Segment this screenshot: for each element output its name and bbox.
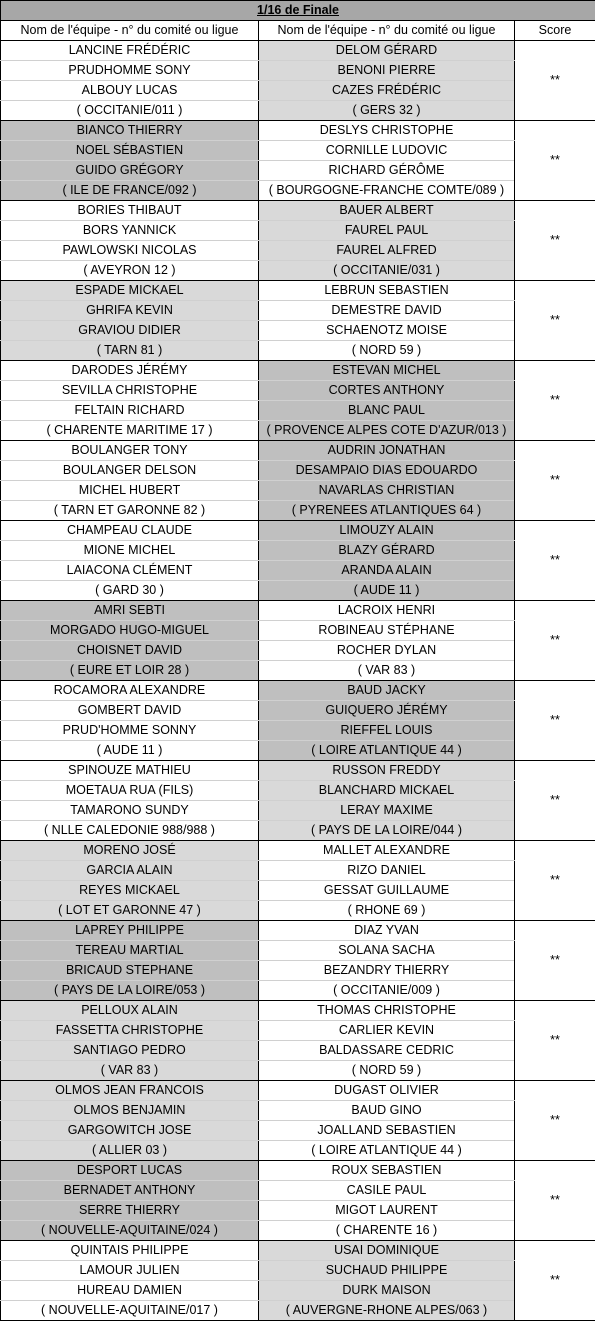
table-title: 1/16 de Finale bbox=[1, 1, 595, 21]
header-row bbox=[1, 21, 595, 41]
player-name: DUGAST OLIVIER bbox=[259, 1081, 515, 1101]
player-name: FAUREL PAUL bbox=[259, 221, 515, 241]
player-name: BOULANGER DELSON bbox=[1, 461, 259, 481]
player-name: ALBOUY LUCAS bbox=[1, 81, 259, 101]
committee-label: ( AUDE 11 ) bbox=[259, 581, 515, 601]
player-name: DELOM GÉRARD bbox=[259, 41, 515, 61]
table-row bbox=[1, 721, 595, 741]
player-name: GUIQUERO JÉRÉMY bbox=[259, 701, 515, 721]
player-name: DESPORT LUCAS bbox=[1, 1161, 259, 1181]
player-name: JOALLAND SEBASTIEN bbox=[259, 1121, 515, 1141]
player-name: DESAMPAIO DIAS EDOUARDO bbox=[259, 461, 515, 481]
table-row bbox=[1, 961, 595, 981]
table-row bbox=[1, 421, 595, 441]
table-row bbox=[1, 1141, 595, 1161]
player-name: MICHEL HUBERT bbox=[1, 481, 259, 501]
table-row bbox=[1, 321, 595, 341]
committee-label: ( LOIRE ATLANTIQUE 44 ) bbox=[259, 741, 515, 761]
table-row bbox=[1, 41, 595, 61]
table-row bbox=[1, 601, 595, 621]
player-name: NOEL SÉBASTIEN bbox=[1, 141, 259, 161]
player-name: BLAZY GÉRARD bbox=[259, 541, 515, 561]
match-score: ** bbox=[515, 1241, 595, 1321]
player-name: DURK MAISON bbox=[259, 1281, 515, 1301]
table-row bbox=[1, 821, 595, 841]
player-name: HUREAU DAMIEN bbox=[1, 1281, 259, 1301]
table-row bbox=[1, 581, 595, 601]
committee-label: ( NOUVELLE-AQUITAINE/024 ) bbox=[1, 1221, 259, 1241]
player-name: LAMOUR JULIEN bbox=[1, 1261, 259, 1281]
player-name: CORNILLE LUDOVIC bbox=[259, 141, 515, 161]
committee-label: ( CHARENTE MARITIME 17 ) bbox=[1, 421, 259, 441]
player-name: BORIES THIBAUT bbox=[1, 201, 259, 221]
committee-label: ( NOUVELLE-AQUITAINE/017 ) bbox=[1, 1301, 259, 1321]
player-name: CARLIER KEVIN bbox=[259, 1021, 515, 1041]
committee-label: ( AUVERGNE-RHONE ALPES/063 ) bbox=[259, 1301, 515, 1321]
committee-label: ( OCCITANIE/031 ) bbox=[259, 261, 515, 281]
table-row bbox=[1, 861, 595, 881]
match-score: ** bbox=[515, 121, 595, 201]
table-row bbox=[1, 681, 595, 701]
player-name: MOETAUA RUA (FILS) bbox=[1, 781, 259, 801]
player-name: MORGADO HUGO-MIGUEL bbox=[1, 621, 259, 641]
table-row bbox=[1, 1001, 595, 1021]
match-score: ** bbox=[515, 681, 595, 761]
table-row bbox=[1, 1261, 595, 1281]
match-score: ** bbox=[515, 1161, 595, 1241]
player-name: THOMAS CHRISTOPHE bbox=[259, 1001, 515, 1021]
committee-label: ( RHONE 69 ) bbox=[259, 901, 515, 921]
table-row bbox=[1, 441, 595, 461]
committee-label: ( PAYS DE LA LOIRE/053 ) bbox=[1, 981, 259, 1001]
player-name: MIGOT LAURENT bbox=[259, 1201, 515, 1221]
table-row bbox=[1, 801, 595, 821]
match-score: ** bbox=[515, 441, 595, 521]
table-row bbox=[1, 361, 595, 381]
player-name: SOLANA SACHA bbox=[259, 941, 515, 961]
table-row bbox=[1, 301, 595, 321]
match-score: ** bbox=[515, 521, 595, 601]
table-row bbox=[1, 941, 595, 961]
committee-label: ( CHARENTE 16 ) bbox=[259, 1221, 515, 1241]
player-name: LAIACONA CLÉMENT bbox=[1, 561, 259, 581]
player-name: NAVARLAS CHRISTIAN bbox=[259, 481, 515, 501]
committee-label: ( TARN ET GARONNE 82 ) bbox=[1, 501, 259, 521]
player-name: GRAVIOU DIDIER bbox=[1, 321, 259, 341]
player-name: TEREAU MARTIAL bbox=[1, 941, 259, 961]
committee-label: ( NORD 59 ) bbox=[259, 341, 515, 361]
player-name: CASILE PAUL bbox=[259, 1181, 515, 1201]
player-name: SUCHAUD PHILIPPE bbox=[259, 1261, 515, 1281]
table-row bbox=[1, 341, 595, 361]
committee-label: ( AUDE 11 ) bbox=[1, 741, 259, 761]
player-name: BENONI PIERRE bbox=[259, 61, 515, 81]
table-row bbox=[1, 1221, 595, 1241]
player-name: BOULANGER TONY bbox=[1, 441, 259, 461]
table-row bbox=[1, 121, 595, 141]
player-name: BAUD JACKY bbox=[259, 681, 515, 701]
table-row bbox=[1, 141, 595, 161]
player-name: LEBRUN SEBASTIEN bbox=[259, 281, 515, 301]
table-row bbox=[1, 1181, 595, 1201]
player-name: PRUD'HOMME SONNY bbox=[1, 721, 259, 741]
table-row bbox=[1, 901, 595, 921]
player-name: DESLYS CHRISTOPHE bbox=[259, 121, 515, 141]
player-name: LANCINE FRÉDÉRIC bbox=[1, 41, 259, 61]
player-name: FELTAIN RICHARD bbox=[1, 401, 259, 421]
player-name: CHOISNET DAVID bbox=[1, 641, 259, 661]
player-name: ARANDA ALAIN bbox=[259, 561, 515, 581]
player-name: PRUDHOMME SONY bbox=[1, 61, 259, 81]
committee-label: ( PYRENEES ATLANTIQUES 64 ) bbox=[259, 501, 515, 521]
table-row bbox=[1, 201, 595, 221]
table-row bbox=[1, 1301, 595, 1321]
table-row bbox=[1, 1121, 595, 1141]
player-name: LERAY MAXIME bbox=[259, 801, 515, 821]
committee-label: ( GARD 30 ) bbox=[1, 581, 259, 601]
player-name: SANTIAGO PEDRO bbox=[1, 1041, 259, 1061]
player-name: AUDRIN JONATHAN bbox=[259, 441, 515, 461]
table-row bbox=[1, 1201, 595, 1221]
table-row bbox=[1, 521, 595, 541]
player-name: REYES MICKAEL bbox=[1, 881, 259, 901]
player-name: OLMOS BENJAMIN bbox=[1, 1101, 259, 1121]
table-row bbox=[1, 621, 595, 641]
player-name: RIEFFEL LOUIS bbox=[259, 721, 515, 741]
match-score: ** bbox=[515, 1001, 595, 1081]
player-name: AMRI SEBTI bbox=[1, 601, 259, 621]
table-row bbox=[1, 561, 595, 581]
table-row bbox=[1, 701, 595, 721]
table-row bbox=[1, 1161, 595, 1181]
player-name: DARODES JÉRÉMY bbox=[1, 361, 259, 381]
committee-label: ( VAR 83 ) bbox=[1, 1061, 259, 1081]
player-name: SERRE THIERRY bbox=[1, 1201, 259, 1221]
player-name: GUIDO GRÉGORY bbox=[1, 161, 259, 181]
player-name: BAUER ALBERT bbox=[259, 201, 515, 221]
table-row bbox=[1, 781, 595, 801]
player-name: BEZANDRY THIERRY bbox=[259, 961, 515, 981]
match-score: ** bbox=[515, 921, 595, 1001]
committee-label: ( EURE ET LOIR 28 ) bbox=[1, 661, 259, 681]
committee-label: ( AVEYRON 12 ) bbox=[1, 261, 259, 281]
match-score: ** bbox=[515, 281, 595, 361]
table-row bbox=[1, 921, 595, 941]
player-name: CHAMPEAU CLAUDE bbox=[1, 521, 259, 541]
committee-label: ( OCCITANIE/011 ) bbox=[1, 101, 259, 121]
player-name: SCHAENOTZ MOISE bbox=[259, 321, 515, 341]
player-name: PAWLOWSKI NICOLAS bbox=[1, 241, 259, 261]
player-name: RIZO DANIEL bbox=[259, 861, 515, 881]
header-team1: Nom de l'équipe - n° du comité ou ligue bbox=[1, 21, 259, 41]
player-name: ROBINEAU STÉPHANE bbox=[259, 621, 515, 641]
player-name: RICHARD GÉRÔME bbox=[259, 161, 515, 181]
table-row bbox=[1, 161, 595, 181]
committee-label: ( TARN 81 ) bbox=[1, 341, 259, 361]
player-name: QUINTAIS PHILIPPE bbox=[1, 1241, 259, 1261]
player-name: BORS YANNICK bbox=[1, 221, 259, 241]
table-row bbox=[1, 281, 595, 301]
table-row bbox=[1, 661, 595, 681]
table-row bbox=[1, 241, 595, 261]
committee-label: ( NORD 59 ) bbox=[259, 1061, 515, 1081]
player-name: ESTEVAN MICHEL bbox=[259, 361, 515, 381]
table-row bbox=[1, 261, 595, 281]
table-row bbox=[1, 221, 595, 241]
player-name: BERNADET ANTHONY bbox=[1, 1181, 259, 1201]
header-team2: Nom de l'équipe - n° du comité ou ligue bbox=[259, 21, 515, 41]
player-name: GOMBERT DAVID bbox=[1, 701, 259, 721]
player-name: GARGOWITCH JOSE bbox=[1, 1121, 259, 1141]
title-row bbox=[1, 1, 595, 21]
player-name: GARCIA ALAIN bbox=[1, 861, 259, 881]
player-name: GHRIFA KEVIN bbox=[1, 301, 259, 321]
committee-label: ( LOT ET GARONNE 47 ) bbox=[1, 901, 259, 921]
player-name: ROCHER DYLAN bbox=[259, 641, 515, 661]
match-score: ** bbox=[515, 601, 595, 681]
table-row bbox=[1, 481, 595, 501]
player-name: RUSSON FREDDY bbox=[259, 761, 515, 781]
committee-label: ( NLLE CALEDONIE 988/988 ) bbox=[1, 821, 259, 841]
player-name: MALLET ALEXANDRE bbox=[259, 841, 515, 861]
player-name: ROCAMORA ALEXANDRE bbox=[1, 681, 259, 701]
match-score: ** bbox=[515, 1081, 595, 1161]
player-name: MIONE MICHEL bbox=[1, 541, 259, 561]
player-name: SPINOUZE MATHIEU bbox=[1, 761, 259, 781]
table-row bbox=[1, 401, 595, 421]
committee-label: ( LOIRE ATLANTIQUE 44 ) bbox=[259, 1141, 515, 1161]
player-name: DEMESTRE DAVID bbox=[259, 301, 515, 321]
player-name: CAZES FRÉDÉRIC bbox=[259, 81, 515, 101]
committee-label: ( VAR 83 ) bbox=[259, 661, 515, 681]
player-name: BLANC PAUL bbox=[259, 401, 515, 421]
player-name: FAUREL ALFRED bbox=[259, 241, 515, 261]
committee-label: ( ALLIER 03 ) bbox=[1, 1141, 259, 1161]
player-name: FASSETTA CHRISTOPHE bbox=[1, 1021, 259, 1041]
player-name: GESSAT GUILLAUME bbox=[259, 881, 515, 901]
table-row bbox=[1, 181, 595, 201]
table-row bbox=[1, 1061, 595, 1081]
table-row bbox=[1, 1081, 595, 1101]
player-name: TAMARONO SUNDY bbox=[1, 801, 259, 821]
table-row bbox=[1, 881, 595, 901]
committee-label: ( PROVENCE ALPES COTE D'AZUR/013 ) bbox=[259, 421, 515, 441]
player-name: BAUD GINO bbox=[259, 1101, 515, 1121]
committee-label: ( OCCITANIE/009 ) bbox=[259, 981, 515, 1001]
match-score: ** bbox=[515, 41, 595, 121]
table-row bbox=[1, 61, 595, 81]
player-name: SEVILLA CHRISTOPHE bbox=[1, 381, 259, 401]
player-name: PELLOUX ALAIN bbox=[1, 1001, 259, 1021]
player-name: BIANCO THIERRY bbox=[1, 121, 259, 141]
player-name: BRICAUD STEPHANE bbox=[1, 961, 259, 981]
table-row bbox=[1, 1241, 595, 1261]
player-name: BLANCHARD MICKAEL bbox=[259, 781, 515, 801]
table-row bbox=[1, 1101, 595, 1121]
player-name: MORENO JOSÉ bbox=[1, 841, 259, 861]
table-row bbox=[1, 1281, 595, 1301]
table-row bbox=[1, 761, 595, 781]
table-row bbox=[1, 841, 595, 861]
player-name: USAI DOMINIQUE bbox=[259, 1241, 515, 1261]
match-score: ** bbox=[515, 361, 595, 441]
table-row bbox=[1, 541, 595, 561]
player-name: LIMOUZY ALAIN bbox=[259, 521, 515, 541]
player-name: ROUX SEBASTIEN bbox=[259, 1161, 515, 1181]
player-name: ESPADE MICKAEL bbox=[1, 281, 259, 301]
player-name: LACROIX HENRI bbox=[259, 601, 515, 621]
table-row bbox=[1, 461, 595, 481]
match-score: ** bbox=[515, 201, 595, 281]
committee-label: ( GERS 32 ) bbox=[259, 101, 515, 121]
committee-label: ( BOURGOGNE-FRANCHE COMTE/089 ) bbox=[259, 181, 515, 201]
player-name: BALDASSARE CEDRIC bbox=[259, 1041, 515, 1061]
table-row bbox=[1, 501, 595, 521]
table-row bbox=[1, 981, 595, 1001]
committee-label: ( ILE DE FRANCE/092 ) bbox=[1, 181, 259, 201]
table-row bbox=[1, 641, 595, 661]
header-score: Score bbox=[515, 21, 595, 41]
table-row bbox=[1, 1041, 595, 1061]
match-score: ** bbox=[515, 841, 595, 921]
table-row bbox=[1, 1021, 595, 1041]
player-name: LAPREY PHILIPPE bbox=[1, 921, 259, 941]
match-score: ** bbox=[515, 761, 595, 841]
table-row bbox=[1, 81, 595, 101]
table-row bbox=[1, 101, 595, 121]
player-name: OLMOS JEAN FRANCOIS bbox=[1, 1081, 259, 1101]
table-row bbox=[1, 381, 595, 401]
committee-label: ( PAYS DE LA LOIRE/044 ) bbox=[259, 821, 515, 841]
player-name: DIAZ YVAN bbox=[259, 921, 515, 941]
player-name: CORTES ANTHONY bbox=[259, 381, 515, 401]
table-row bbox=[1, 741, 595, 761]
